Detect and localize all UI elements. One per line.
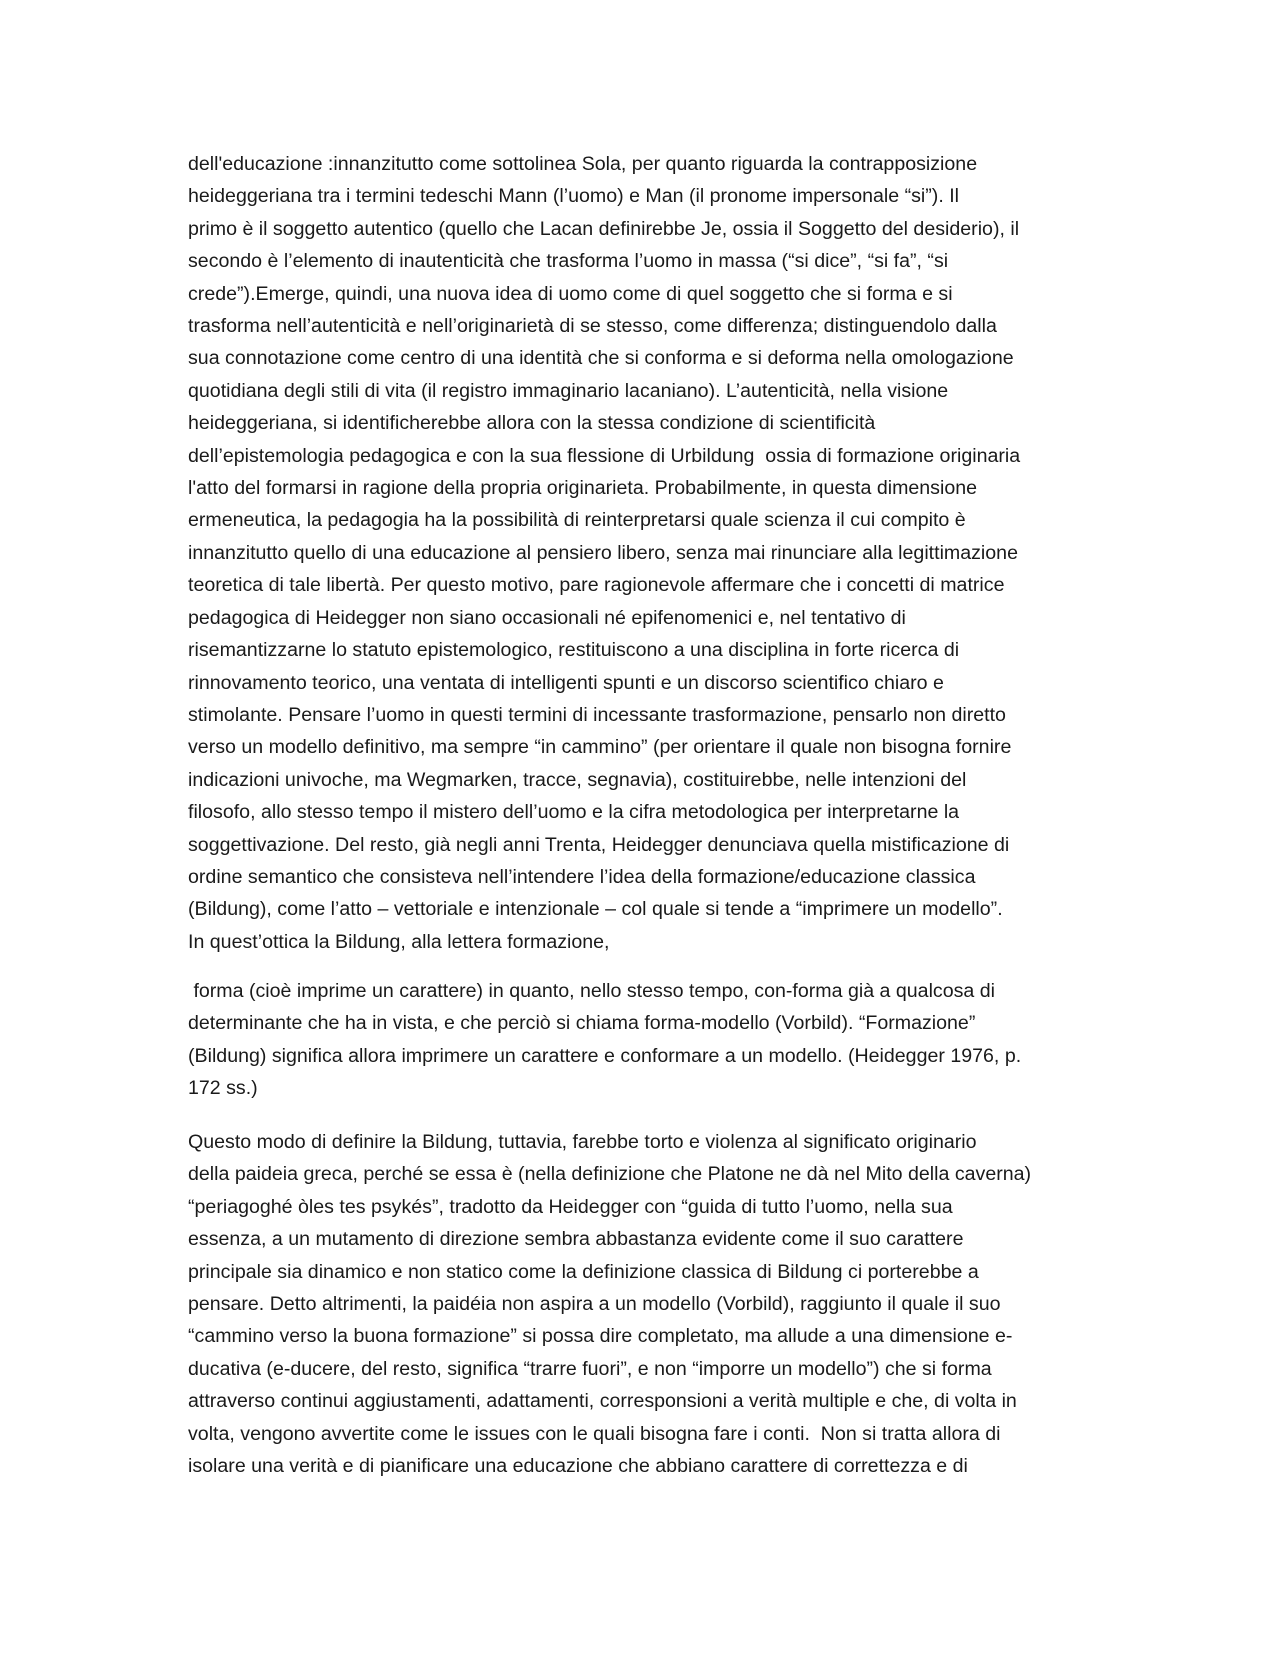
text-line: pedagogica di Heidegger non siano occasionali né epifenomenici e, nel tentativo di [188,606,906,629]
text-line: stimolante. Pensare l’uomo in questi termini di incessante trasformazione, pensarlo non diretto [188,703,1006,726]
text-line: soggettivazione. Del resto, già negli anni Trenta, Heidegger denunciava quella mistificazione di [188,833,1010,856]
text-line: teoretica di tale libertà. Per questo motivo, pare ragionevole affermare che i concetti di matrice [188,574,1005,597]
text-line: filosofo, allo stesso tempo il mistero dell’uomo e la cifra metodologica per interpretarne la [188,801,960,824]
text-line: innanzitutto quello di una educazione al pensiero libero, senza mai rinunciare alla legittimazione [188,541,1018,564]
text-line: heideggeriana tra i termini tedeschi Mann (l’uomo) e Man (il pronome impersonale “si”). Il [188,185,960,208]
text-line: ducativa (e-ducere, del resto, significa “trarre fuori”, e non “imporre un modello”) che si forma [188,1357,992,1380]
text-line: determinante che ha in vista, e che perciò si chiama forma-modello (Vorbild). “Formazione” [188,1012,976,1035]
text-line: volta, vengono avvertite come le issues con le quali bisogna fare i conti. Non si tratta allora di [188,1422,1001,1445]
text-line: In quest’ottica la Bildung, alla lettera formazione, [188,930,610,953]
text-line: trasforma nell’autenticità e nell’originarietà di se stesso, come differenza; distinguendolo dalla [188,315,997,338]
text-line: della paideia greca, perché se essa è (nella definizione che Platone ne dà nel Mito della caverna) [188,1163,1032,1186]
text-line: ermeneutica, la pedagogia ha la possibilità di reinterpretarsi quale scienza il cui compito è [188,509,966,532]
text-line: primo è il soggetto autentico (quello che Lacan definirebbe Je, ossia il Soggetto del desiderio), il [188,217,1020,240]
body-paragraph [188,1126,1098,1482]
text-line: crede”).Emerge, quindi, una nuova idea di uomo come di quel soggetto che si forma e si [188,282,953,305]
text-line: (Bildung) significa allora imprimere un carattere e conformare a un modello. (Heidegger 1976, p. [188,1044,1022,1067]
text-line: essenza, a un mutamento di direzione sembra abbastanza evidente come il suo carattere [188,1228,964,1251]
text-line: ordine semantico che consisteva nell’intendere l’idea della formazione/educazione classica [188,865,976,888]
text-line: rinnovamento teorico, una ventata di intelligenti spunti e un discorso scientifico chiaro e [188,671,944,694]
text-line: attraverso continui aggiustamenti, adattamenti, corresponsioni a verità multiple e che, di volta in [188,1390,1017,1413]
text-line: verso un modello definitivo, ma sempre “in cammino” (per orientare il quale non bisogna fornire [188,736,1012,759]
text-line: Questo modo di definire la Bildung, tuttavia, farebbe torto e violenza al significato originario [188,1131,977,1153]
text-line: “cammino verso la buona formazione” si possa dire completato, ma allude a una dimensione e- [188,1325,1013,1348]
text-line: pensare. Detto altrimenti, la paidéia non aspira a un modello (Vorbild), raggiunto il quale il suo [188,1293,1001,1316]
text-line: “periagoghé òles tes psykés”, tradotto da Heidegger con “guida di tutto l’uomo, nella sua [188,1195,953,1218]
text-line: dell'educazione :innanzitutto come sottolinea Sola, per quanto riguarda la contrapposizione [188,153,978,175]
text-line: quotidiana degli stili di vita (il registro immaginario lacaniano). L’autenticità, nella visione [188,379,949,402]
text-line: risemantizzarne lo statuto epistemologico, restituiscono a una disciplina in forte ricerca di [188,639,960,662]
body-paragraph [188,148,1098,958]
text-line: forma (cioè imprime un carattere) in quanto, nello stesso tempo, con-forma già a qualcosa di [188,980,995,1002]
text-line: heideggeriana, si identificherebbe allora con la stessa condizione di scientificità [188,412,876,435]
text-line: isolare una verità e di pianificare una educazione che abbiano carattere di correttezza e di [188,1455,968,1478]
text-line: (Bildung), come l’atto – vettoriale e intenzionale – col quale si tende a “imprimere un modello”. [188,898,1003,921]
text-line: secondo è l’elemento di inautenticità che trasforma l’uomo in massa (“si dice”, “si fa”, “si [188,250,949,273]
text-line: l'atto del formarsi in ragione della propria originarieta. Probabilmente, in questa dimensione [188,477,978,500]
text-line: sua connotazione come centro di una identità che si conforma e si deforma nella omologazione [188,347,1014,370]
quoted-passage [188,975,1098,1105]
text-line: 172 ss.) [188,1077,258,1100]
text-line: dell’epistemologia pedagogica e con la sua flessione di Urbildung ossia di formazione originaria [188,444,1021,467]
text-line: principale sia dinamico e non statico come la definizione classica di Bildung ci porterebbe a [188,1260,979,1283]
text-line: indicazioni univoche, ma Wegmarken, tracce, segnavia), costituirebbe, nelle intenzioni del [188,768,967,791]
